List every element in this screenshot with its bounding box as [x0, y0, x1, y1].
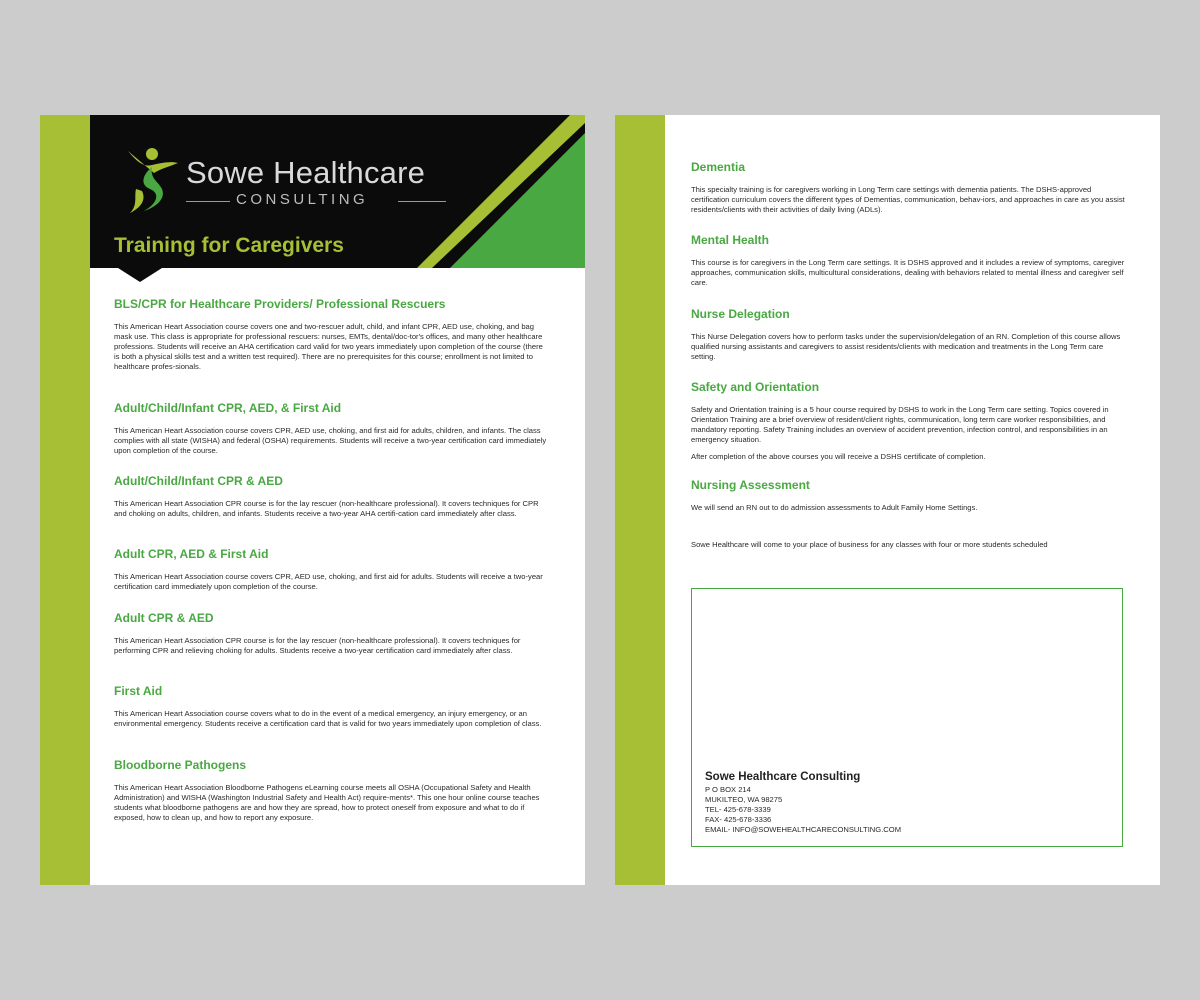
course-section: [114, 611, 549, 656]
contact-box: [691, 588, 1123, 847]
contact-fax: FAX- 425-678-3336: [705, 815, 772, 824]
subtitle-rule-left: [186, 201, 230, 202]
green-side-bar: [40, 115, 90, 885]
section-title: First Aid: [114, 684, 163, 698]
course-section: [114, 401, 549, 456]
section-title: BLS/CPR for Healthcare Providers/ Professional Rescuers: [114, 297, 446, 311]
section-title: Nurse Delegation: [691, 307, 790, 321]
course-section: [691, 380, 1126, 445]
course-section: [691, 160, 1126, 215]
section-body: This American Heart Association CPR course is for the lay rescuer (non-healthcare professional). It covers techniques for performing CPR and relieving choking for adults. Students receive a two-year certification card immediately after class.: [114, 636, 521, 655]
course-section: [114, 297, 549, 372]
section-title: Adult/Child/Infant CPR & AED: [114, 474, 283, 488]
course-section: [114, 684, 549, 729]
section-body: This American Heart Association CPR course is for the lay rescuer (non-healthcare professional). It covers techniques for CPR and choking on adults, children, and infants. Students receive a two-year AHA certifi-cation card immediately after class.: [114, 499, 539, 518]
brand-name: Sowe Healthcare: [186, 155, 426, 190]
section-title: Adult CPR, AED & First Aid: [114, 547, 269, 561]
section-body: This American Heart Association course covers one and two-rescuer adult, child, and infant CPR, AED use, choking, and bag mask use. This class is appropriate for professional rescuers: nurses, EMTs, dental/doc-tor's offices, and many other healthcare professions. Students will receive an AHA certification card valid for two years immediately upon completion of the course (there is both a physical skills test and a written test required). There are no prerequisites for this course; enrollment is not limited to healthcare profes-sionals.: [114, 322, 543, 371]
contact-phone: TEL- 425-678-3339: [705, 805, 771, 814]
subtitle-rule-right: [398, 201, 446, 202]
section-title: Mental Health: [691, 233, 770, 247]
section-body: This American Heart Association course covers CPR, AED use, choking, and first aid for adults, children, and infants. The class complies with all state (WISHA) and federal (OSHA) requirements. Students will receive a two-year certification card immediately upon completion of the course.: [114, 426, 547, 455]
brand-subtitle: CONSULTING: [236, 191, 369, 208]
section-title: Dementia: [691, 160, 746, 174]
section-body: This American Heart Association course covers CPR, AED use, choking, and first aid for adults. Students will receive a two-year certification card immediately upon completion of the course.: [114, 572, 543, 591]
contact-email: EMAIL- INFO@SOWEHEALTHCARECONSULTING.COM: [705, 825, 902, 834]
section-body: We will send an RN out to do admission assessments to Adult Family Home Settings.: [691, 503, 978, 512]
section-body: This American Heart Association Bloodborne Pathogens eLearning course meets all OSHA (Occupational Safety and Health Administration) and WISHA (Washington Industrial Safety and Health Act) require-ments*. This one hour online course teaches students what bloodborne pathogens are and how they are spread, how to protect oneself from exposure and what to do if exposed, how to clean up, and how to report any exposure.: [114, 783, 540, 822]
section-title: Adult/Child/Infant CPR, AED, & First Aid: [114, 401, 342, 415]
section-body: This course is for caregivers in the Long Term care settings. It is DSHS approved and it includes a review of symptoms, caregiver approaches, communication skills, multicultural considerations, dealing with behaviors related to mental illness and caregiver self care.: [691, 258, 1125, 287]
course-section: [691, 233, 1126, 288]
assessment-section: [691, 478, 1126, 513]
figure-logo-icon: [122, 145, 182, 217]
flyer-page-back: [615, 115, 1160, 885]
page-title: Training for Caregivers: [114, 234, 344, 257]
contact-details: [705, 771, 901, 835]
section-title: Nursing Assessment: [691, 478, 810, 492]
section-title: Adult CPR & AED: [114, 611, 214, 625]
section-body: This specialty training is for caregivers working in Long Term care settings with dementia patients. The DSHS-approved certification curriculum covers the different types of Dementias, communication, behav-iors, and approaches in care as you assist residents/clients with their activities of daily living (ADLs).: [691, 185, 1125, 214]
course-section: [114, 547, 549, 592]
certificate-note: After completion of the above courses you will receive a DSHS certificate of completion.: [691, 452, 986, 461]
green-side-bar: [615, 115, 665, 885]
section-title: Safety and Orientation: [691, 380, 820, 394]
contact-po-box: P O BOX 214: [705, 785, 751, 794]
contact-city: MUKILTEO, WA 98275: [705, 795, 783, 804]
header-banner: [90, 115, 585, 268]
header-pointer-notch: [118, 268, 162, 282]
flyer-page-front: [40, 115, 585, 885]
section-body: Safety and Orientation training is a 5 hour course required by DSHS to work in the Long Term care setting. Topics covered in Orientation Training are a brief overview of resident/client rights, communication, long term care worker responsibilities, and mandatory reporting. Safety Training includes an overview of accident prevention, infection control, and responsibilities in an emergency situation.: [691, 405, 1109, 444]
section-title: Bloodborne Pathogens: [114, 758, 246, 772]
onsite-classes-note: Sowe Healthcare will come to your place of business for any classes with four or more students scheduled: [691, 540, 1048, 549]
course-section: [114, 474, 549, 519]
course-section: [691, 307, 1126, 362]
section-body: This American Heart Association course covers what to do in the event of a medical emergency, an injury emergency, or an environmental emergency. Students receive a certification card that is valid for two years immediately upon completion of class.: [114, 709, 542, 728]
contact-company-name: Sowe Healthcare Consulting: [705, 771, 861, 783]
course-section: [114, 758, 549, 823]
section-body: This Nurse Delegation covers how to perform tasks under the supervision/delegation of an RN. Completion of this course allows qualified nursing assistants and caregivers to assist residents/clients with medication and treatments in the Long Term care setting.: [691, 332, 1121, 361]
